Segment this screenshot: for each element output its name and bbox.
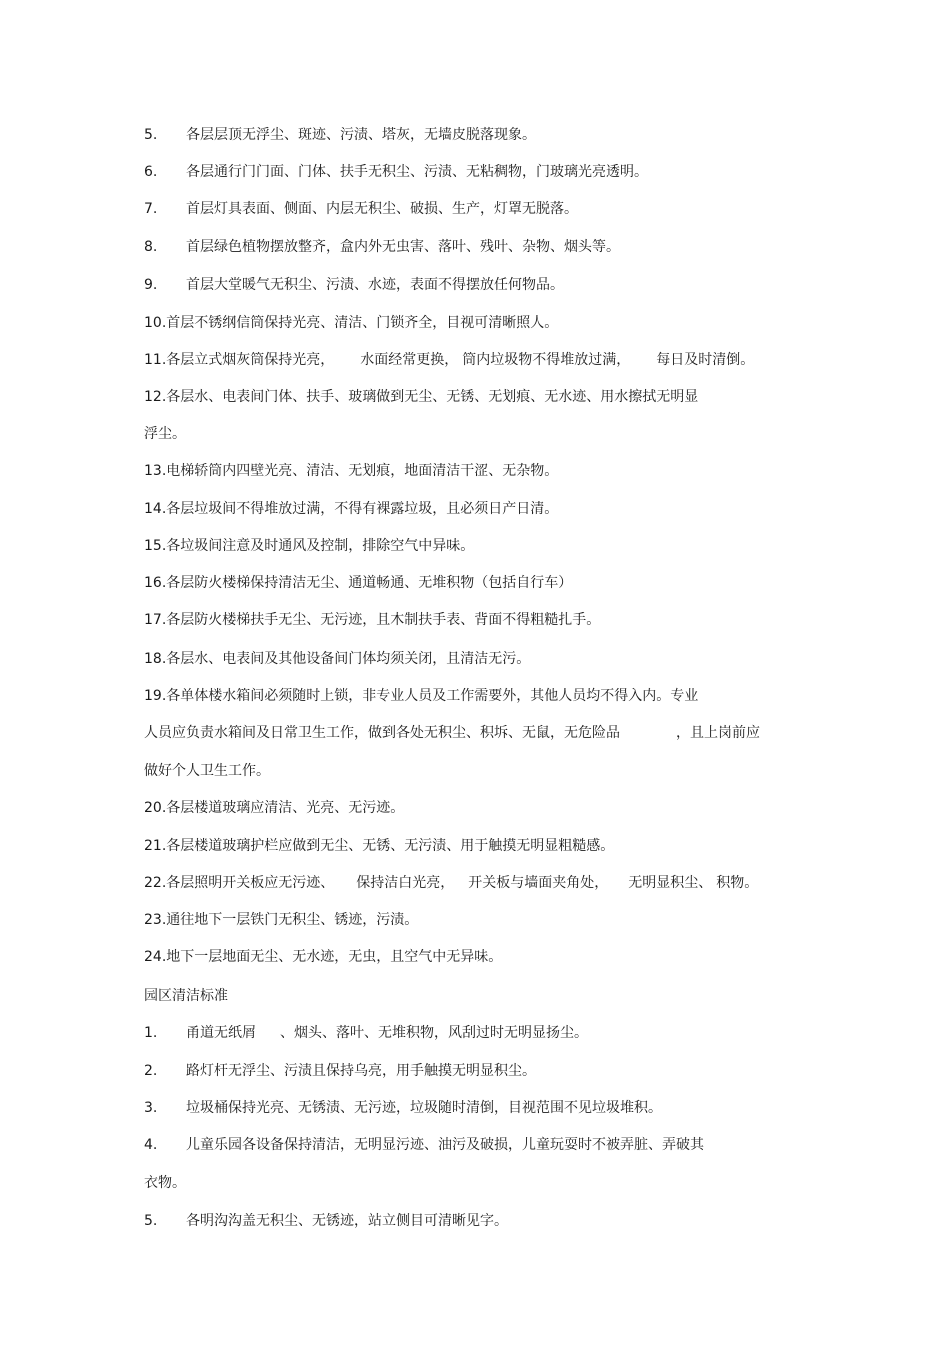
item-text: 地下一层地面无尘、无水迹，无虫，且空气中无异味。 [166, 949, 503, 965]
item-text: 各单体楼水箱间必须随时上锁，非专业人员及工作需要外，其他人员均不得入内。专业 [166, 688, 699, 704]
list-item [144, 388, 698, 406]
list-item-continuation [144, 762, 270, 780]
item-text: 通往地下一层铁门无积尘、锈迹，污渍。 [166, 912, 419, 928]
item-number: 24. [144, 949, 167, 965]
item-number: 14. [144, 501, 167, 517]
item-text: 做好个人卫生工作。 [144, 763, 270, 779]
item-number: 2. [144, 1063, 158, 1079]
item-text-part: 水面经常更换， [360, 352, 459, 368]
item-number: 23. [144, 912, 167, 928]
item-text: 各层楼道玻璃应清洁、光亮、无污迹。 [166, 800, 405, 816]
item-text-part: 保持洁白光亮， [356, 875, 455, 891]
item-text-part: 人员应负责水箱间及日常卫生工作，做到各处无积尘、积坼、无鼠，无危险品 [144, 725, 620, 741]
list-item-continuation [144, 724, 760, 742]
item-number: 17. [144, 612, 167, 628]
item-text: 电梯轿筒内四壁光亮、清洁、无划痕，地面清洁干涩、无杂物。 [166, 463, 559, 479]
item-number: 20. [144, 800, 167, 816]
list-item [144, 799, 404, 817]
item-text-part: 、烟头、落叶、无堆积物，风刮过时无明显扬尘。 [280, 1025, 588, 1041]
item-number: 12. [144, 389, 167, 405]
list-item [144, 874, 758, 892]
item-number: 6. [144, 164, 158, 180]
list-item [144, 1099, 662, 1117]
list-item [144, 462, 558, 480]
list-item [144, 911, 418, 929]
item-number: 8. [144, 239, 158, 255]
list-item [144, 687, 698, 705]
item-text: 各层垃圾间不得堆放过满，不得有裸露垃圾，且必须日产日清。 [166, 501, 559, 517]
item-text-part: ，且上岗前应 [676, 725, 760, 741]
list-item-continuation [144, 1174, 186, 1192]
item-number: 11. [144, 352, 167, 368]
item-number: 5. [144, 127, 158, 143]
item-number: 22. [144, 875, 167, 891]
item-text: 首层绿色植物摆放整齐，盒内外无虫害、落叶、残叶、杂物、烟头等。 [186, 239, 620, 255]
item-number: 1. [144, 1025, 158, 1041]
item-text: 各层防火楼梯扶手无尘、无污迹，且木制扶手表、背面不得粗糙扎手。 [166, 612, 601, 628]
list-item [144, 126, 536, 144]
item-text-part: 积物。 [716, 875, 759, 891]
list-item-continuation [144, 425, 186, 443]
item-text: 儿童乐园各设备保持清洁，无明显污迹、油污及破损，儿童玩耍时不被弄脏、弄破其 [186, 1137, 704, 1153]
item-number: 21. [144, 838, 167, 854]
item-text-part: 无明显积尘、 [628, 875, 713, 891]
item-number: 19. [144, 688, 167, 704]
list-item [144, 574, 572, 592]
item-number: 18. [144, 651, 167, 667]
item-number: 3. [144, 1100, 158, 1116]
item-text: 浮尘。 [144, 426, 186, 442]
item-text: 衣物。 [144, 1175, 186, 1191]
list-item [144, 611, 600, 629]
item-number: 5. [144, 1213, 158, 1229]
list-item [144, 650, 530, 668]
section-heading: 园区清洁标准 [144, 988, 228, 1004]
item-text-part: 筒内垃圾物不得堆放过满， [462, 352, 631, 368]
item-text: 各明沟沟盖无积尘、无锈迹，站立侧目可清晰见字。 [186, 1213, 508, 1229]
item-number: 4. [144, 1137, 158, 1153]
item-text: 各层防火楼梯保持清洁无尘、通道畅通、无堆积物（包括自行车） [166, 575, 573, 591]
item-text: 首层灯具表面、侧面、内层无积尘、破损、生产，灯罩无脱落。 [186, 201, 578, 217]
list-item [144, 837, 614, 855]
list-item [144, 1062, 536, 1080]
item-text: 垃圾桶保持光亮、无锈渍、无污迹，垃圾随时清倒，目视范围不见垃圾堆积。 [186, 1100, 662, 1116]
list-item [144, 948, 502, 966]
item-number: 13. [144, 463, 167, 479]
item-text: 首层大堂暖气无积尘、污渍、水迹，表面不得摆放任何物品。 [186, 277, 564, 293]
item-number: 7. [144, 201, 158, 217]
item-text: 路灯杆无浮尘、污渍且保持乌亮，用手触摸无明显积尘。 [186, 1063, 536, 1079]
item-number: 9. [144, 277, 158, 293]
item-text: 首层不锈纲信筒保持光亮、清洁、门锁齐全，目视可清晰照人。 [166, 315, 559, 331]
list-item [144, 238, 620, 256]
item-text-part: 开关板与墙面夹角处， [468, 875, 609, 891]
item-text: 各层水、电表间门体、扶手、玻璃做到无尘、无锈、无划痕、无水迹、用水擦拭无明显 [166, 389, 699, 405]
item-text-part: 每日及时清倒。 [656, 352, 755, 368]
list-item [144, 500, 558, 518]
list-item [144, 1136, 704, 1154]
list-item [144, 1212, 508, 1230]
list-item [144, 200, 578, 218]
item-text-part: 各层立式烟灰筒保持光亮， [166, 352, 335, 368]
item-text: 各层水、电表间及其他设备间门体均须关闭，且清洁无污。 [166, 651, 531, 667]
list-item [144, 537, 474, 555]
item-text: 各层楼道玻璃护栏应做到无尘、无锈、无污渍、用于触摸无明显粗糙感。 [166, 838, 615, 854]
item-number: 15. [144, 538, 167, 554]
item-number: 16. [144, 575, 167, 591]
item-text: 各垃圾间注意及时通风及控制，排除空气中异味。 [166, 538, 475, 554]
item-text-part: 各层照明开关板应无污迹、 [166, 875, 335, 891]
item-text: 各层层顶无浮尘、斑迹、污渍、塔灰，无墙皮脱落现象。 [186, 127, 536, 143]
item-text-part: 甬道无纸屑 [186, 1025, 256, 1041]
item-text: 各层通行门门面、门体、扶手无积尘、污渍、无粘稠物，门玻璃光亮透明。 [186, 164, 648, 180]
list-item [144, 314, 558, 332]
list-item [144, 1024, 588, 1042]
list-item [144, 351, 754, 369]
list-item [144, 163, 648, 181]
item-number: 10. [144, 315, 167, 331]
list-item [144, 276, 564, 294]
